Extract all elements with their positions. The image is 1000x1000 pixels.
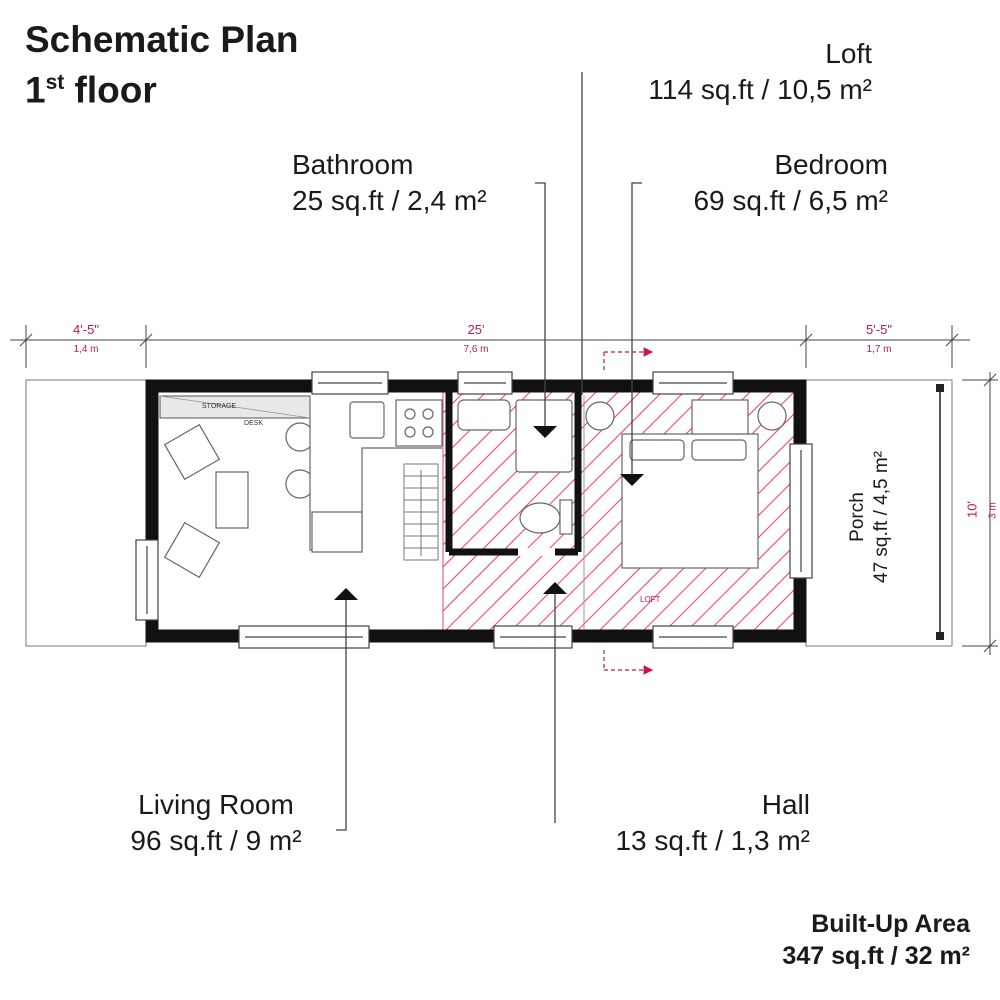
hatch-line — [4, 392, 244, 632]
porch-name: Porch — [847, 492, 868, 542]
dim-main-metric: 7,6 m — [463, 344, 489, 355]
built-up-area — [782, 908, 970, 972]
storage-label: STORAGE — [202, 403, 237, 410]
bedroom-furniture — [586, 400, 786, 568]
dim-main-imperial: 25' — [467, 322, 485, 337]
dim-right-imperial: 5'-5" — [866, 322, 892, 337]
hatch-line — [0, 392, 222, 632]
left-yard-outline — [26, 380, 146, 646]
plan-title-line2: 1st floor — [25, 69, 157, 111]
hatch-line — [70, 392, 310, 632]
bathroom-label — [292, 147, 487, 219]
hall-name: Hall — [761, 789, 810, 820]
porch-label — [846, 437, 894, 597]
dim-left-metric: 1,4 m — [73, 344, 99, 355]
porch-area: 47 sq.ft / 4,5 m² — [871, 451, 892, 583]
built-up-label: Built-Up Area — [811, 910, 970, 938]
plan-title — [25, 18, 299, 111]
dim-depth-metric: 3 m — [987, 502, 999, 519]
loft-plan-label: LOFT — [640, 595, 661, 604]
bathroom-fixtures — [458, 400, 572, 534]
hatch-line — [0, 392, 200, 632]
dim-depth-imperial: 10' — [964, 501, 980, 518]
hatch-line — [48, 392, 288, 632]
plan-title-line1: Schematic Plan — [25, 19, 299, 60]
dim-right-metric: 1,7 m — [866, 344, 892, 355]
living-room-area: 96 sq.ft / 9 m² — [130, 825, 302, 856]
living-room-name: Living Room — [138, 789, 294, 820]
bedroom-area: 69 sq.ft / 6,5 m² — [693, 185, 888, 216]
porch-post — [936, 632, 944, 640]
living-furniture — [165, 400, 442, 577]
bedroom-label — [693, 147, 888, 219]
porch-post — [936, 384, 944, 392]
dim-left-imperial: 4'-5" — [73, 322, 99, 337]
bathroom-area: 25 sq.ft / 2,4 m² — [292, 185, 487, 216]
hall-label — [615, 787, 810, 859]
leader-arrows — [334, 426, 644, 600]
bedroom-name: Bedroom — [774, 149, 888, 180]
stairs — [404, 464, 438, 560]
desk-label: DESK — [244, 420, 264, 427]
built-up-value: 347 sq.ft / 32 m² — [782, 942, 970, 970]
bathroom-name: Bathroom — [292, 149, 414, 180]
loft-area: 114 sq.ft / 10,5 m² — [648, 74, 872, 105]
loft-label — [648, 36, 872, 108]
living-room-label — [100, 787, 332, 859]
loft-name: Loft — [825, 38, 872, 69]
hall-area: 13 sq.ft / 1,3 m² — [615, 825, 810, 856]
